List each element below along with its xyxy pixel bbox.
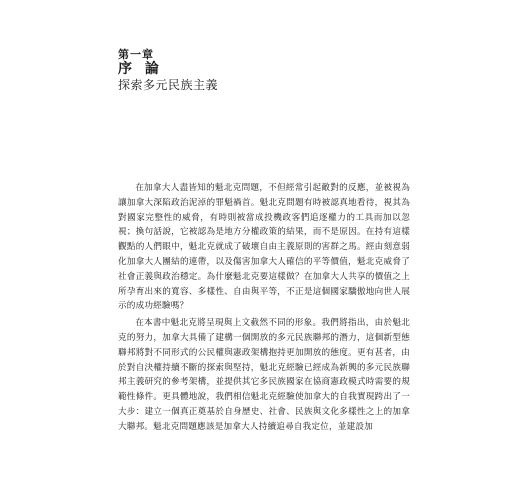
chapter-title: 序 論 (118, 61, 163, 77)
chapter-subtitle: 探索多元民族主義 (118, 78, 219, 92)
body-text (118, 181, 410, 435)
chapter-number: 第一章 (118, 48, 154, 61)
paragraph: 在加拿大人盡皆知的魁北克問題，不但經常引起敵對的反應，並被視為讓加拿大深陷政治泥淖的罪魁禍首。魁北克問題有時被認真地看待，視其為對國家完整性的威脅，有時則被當成投機政客們追逐權力的工具而加以忽視；換句話說，它被認為是地方分權政策的結果，而不是原因。在持有這樣觀點的人們眼中，魁北克就成了破壞自由主義原則的害群之馬。經由刻意弱化加拿大人團結的連帶，以及傷害加拿大人確信的平等價值，魁北克威脅了社會正義與政治穩定。為什麼魁北克要這樣做？在加拿大人共享的價值之上所孕育出來的寬容、多樣性、自由與平等，不正是這個國家驕傲地向世人展示的成功經驗嗎？ (118, 183, 410, 312)
paragraph: 在本書中魁北克將呈現與上文截然不同的形象。我們將指出，由於魁北克的努力，加拿大具備了建構一個開放的多元民族聯邦的潛力，這個新型態聯邦將對不同形式的公民權與憲政架構抱持更加開放的態度。更有甚者，由於對自決權持續不斷的探索與堅持，魁北克經驗已經成為新興的多元民族聯邦主義研究的參考架構，並提供其它多民族國家在協商憲政模式時需要的規範性條件。更具體地說，我們相信魁北克經驗使加拿大的自我實現跨出了一大步：建立一個真正奠基於自身歷史、社會、民族與文化多樣性之上的加拿大聯邦。魁北克問題應該是加拿大人持續追尋自我定位，並建設加 (118, 318, 410, 432)
